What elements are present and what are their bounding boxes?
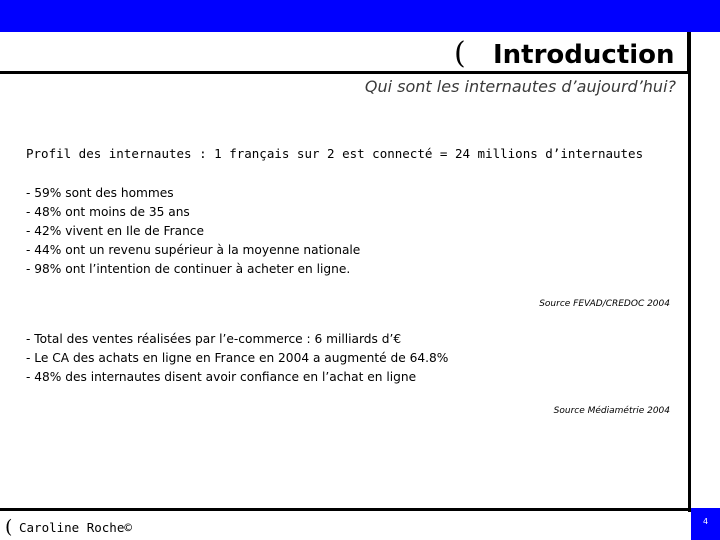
list-item: - 42% vivent en Ile de France [26,224,205,238]
commerce-list [26,330,448,387]
slide-subtitle: Qui sont les internautes d’aujourd’hui? [364,77,676,96]
list-item: - Total des ventes réalisées par l’e-commerce : 6 milliards d’€ [26,332,402,346]
list-item: - 98% ont l’intention de continuer à acheter en ligne. [26,262,351,276]
title-bullet-icon: ( [454,36,466,71]
list-item: - 48% ont moins de 35 ans [26,205,190,219]
footer-divider [0,508,691,511]
list-item: - Le CA des achats en ligne en France en 2004 a augmenté de 64.8% [26,351,449,365]
source-citation-fevad: Source FEVAD/CREDOC 2004 [539,299,670,309]
source-citation-mediametrie: Source Médiamétrie 2004 [553,406,670,416]
slide-title: Introduction [493,40,675,70]
profile-heading: Profil des internautes : 1 français sur 2 est connecté = 24 millions d’internautes [26,146,644,161]
profile-list [26,184,360,279]
footer-bullet-icon: ( [5,516,13,538]
top-banner [0,0,720,32]
footer-author: Caroline Roche© [19,520,132,535]
list-item: - 48% des internautes disent avoir confiance en l’achat en ligne [26,370,417,384]
list-item: - 44% ont un revenu supérieur à la moyenne nationale [26,243,361,257]
right-margin [691,32,720,508]
page-number: 4 [702,517,709,526]
list-item: - 59% sont des hommes [26,186,174,200]
